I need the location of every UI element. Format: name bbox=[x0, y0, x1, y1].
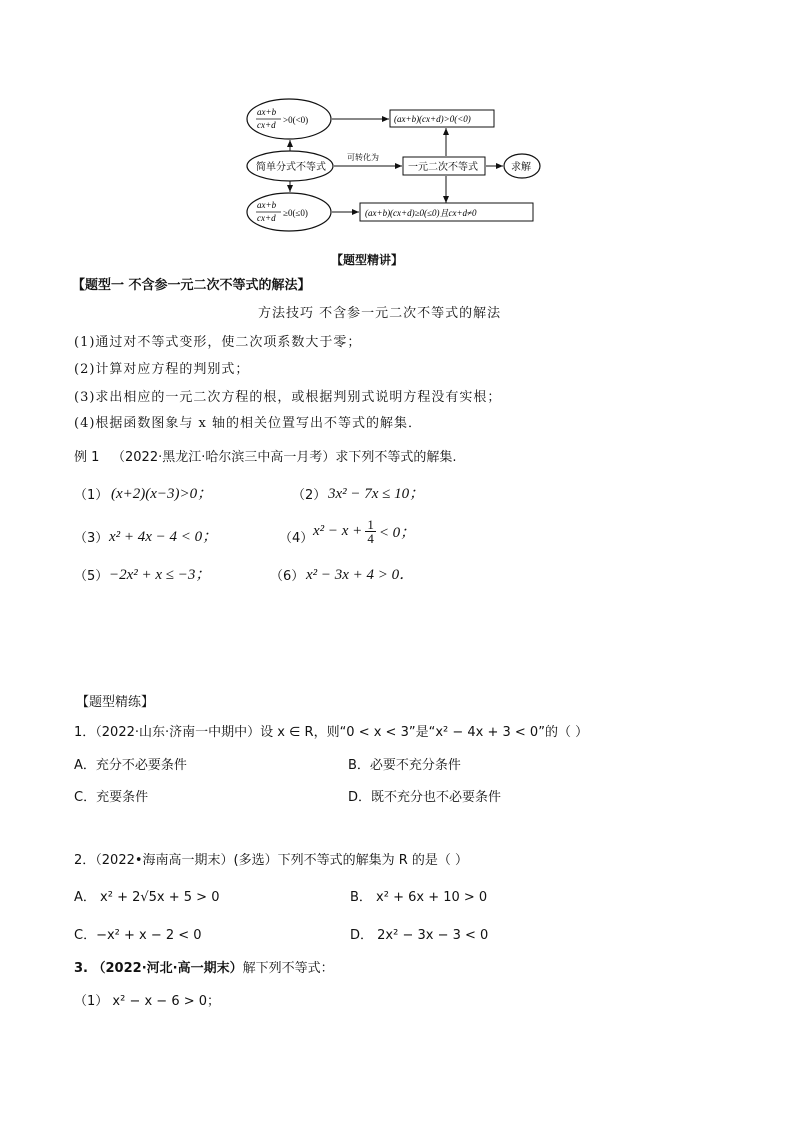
top-frac-num: ax+b bbox=[257, 107, 277, 117]
ex-item-5-num: （5） bbox=[74, 569, 109, 584]
step-2: (2)计算对应方程的判别式； bbox=[74, 362, 250, 377]
q3-stem-text: 解下列不等式： bbox=[242, 961, 334, 976]
practice-heading: 【题型精练】 bbox=[76, 695, 155, 710]
q1-stem: 1．（2022·山东·济南一中期中）设 x ∈ R，则“0 < x < 3”是“x² − 4x + 3 < 0”的（ ） bbox=[74, 725, 589, 740]
example1-source: （2022·黑龙江·哈尔滨三中高一月考）求下列不等式的解集. bbox=[112, 450, 457, 465]
ex-item-1-num: （1） bbox=[74, 488, 109, 503]
q3-stem-source: 3. （2022·河北·高一期末） bbox=[74, 961, 243, 976]
frac-denominator: 4 bbox=[367, 530, 374, 546]
q3-stem bbox=[74, 957, 334, 976]
top-box-text: (ax+b)(cx+d)>0(<0) bbox=[394, 114, 471, 124]
ex-item-4-expr bbox=[313, 514, 415, 548]
method-title: 方法技巧 不含参一元二次不等式的解法 bbox=[258, 306, 502, 321]
ex-item-4-frac bbox=[365, 518, 376, 545]
ex-item-6-expr: x² − 3x + 4 > 0． bbox=[306, 567, 415, 583]
q2-stem: 2．（2022•海南高一期末）(多选）下列不等式的解集为 R 的是（ ） bbox=[74, 853, 469, 868]
center-box-text: 一元二次不等式 bbox=[408, 162, 478, 173]
step-4: (4)根据函数图象与 x 轴的相关位置写出不等式的解集． bbox=[74, 416, 423, 431]
bottom-ellipse-suffix: ≥0(≤0) bbox=[283, 208, 308, 218]
bottom-frac-den: cx+d bbox=[257, 213, 276, 223]
ex-item-6-num: （6） bbox=[270, 569, 305, 584]
top-frac-den: cx+d bbox=[257, 120, 276, 130]
ex-item-4-num: （4） bbox=[279, 531, 314, 546]
frac-numerator: 1 bbox=[367, 516, 374, 532]
top-ellipse-suffix: >0(<0) bbox=[283, 115, 309, 125]
flowchart-diagram bbox=[245, 98, 555, 238]
ex-item-4-pre: x² − x + bbox=[313, 522, 363, 539]
section-heading: 【题型精讲】 bbox=[331, 253, 404, 267]
center-ellipse-text: 简单分式不等式 bbox=[256, 162, 326, 173]
step-3: (3)求出相应的一元二次方程的根，或根据判别式说明方程没有实根； bbox=[74, 390, 502, 405]
q1-option-b: B．必要不充分条件 bbox=[348, 758, 461, 773]
ex-item-3-num: （3） bbox=[74, 531, 109, 546]
q2-option-b: B． x² + 6x + 10 > 0 bbox=[350, 890, 488, 905]
q1-option-a: A．充分不必要条件 bbox=[74, 758, 187, 773]
q1-option-c: C．充要条件 bbox=[74, 790, 149, 805]
bottom-box-text: (ax+b)(cx+d)≥0(≤0)且cx+d≠0 bbox=[365, 208, 477, 218]
q1-option-d: D．既不充分也不必要条件 bbox=[348, 790, 502, 805]
example1-label: 例 1 bbox=[74, 450, 100, 465]
ex-item-3-expr: x² + 4x − 4 < 0； bbox=[109, 529, 218, 545]
ex-item-2-num: （2） bbox=[292, 488, 327, 503]
ex-item-5-expr: −2x² + x ≤ −3； bbox=[109, 567, 211, 583]
q3-item-1: （1） x² − x − 6 > 0； bbox=[74, 994, 221, 1009]
ex-item-4-post: < 0； bbox=[378, 524, 416, 541]
step-1: (1)通过对不等式变形，使二次项系数大于零； bbox=[74, 335, 362, 350]
bottom-frac-num: ax+b bbox=[257, 200, 277, 210]
arrow-label: 可转化为 bbox=[347, 153, 379, 162]
q2-option-a: A． x² + 2√5x + 5 > 0 bbox=[74, 890, 220, 905]
type1-title: 【题型一 不含参一元二次不等式的解法】 bbox=[72, 278, 311, 293]
result-ellipse-text: 求解 bbox=[511, 162, 531, 173]
ex-item-1-expr: (x+2)(x−3)>0； bbox=[111, 486, 213, 502]
q2-option-c: C．−x² + x − 2 < 0 bbox=[74, 928, 202, 943]
ex-item-2-expr: 3x² − 7x ≤ 10； bbox=[328, 486, 425, 502]
q2-option-d: D． 2x² − 3x − 3 < 0 bbox=[350, 928, 489, 943]
